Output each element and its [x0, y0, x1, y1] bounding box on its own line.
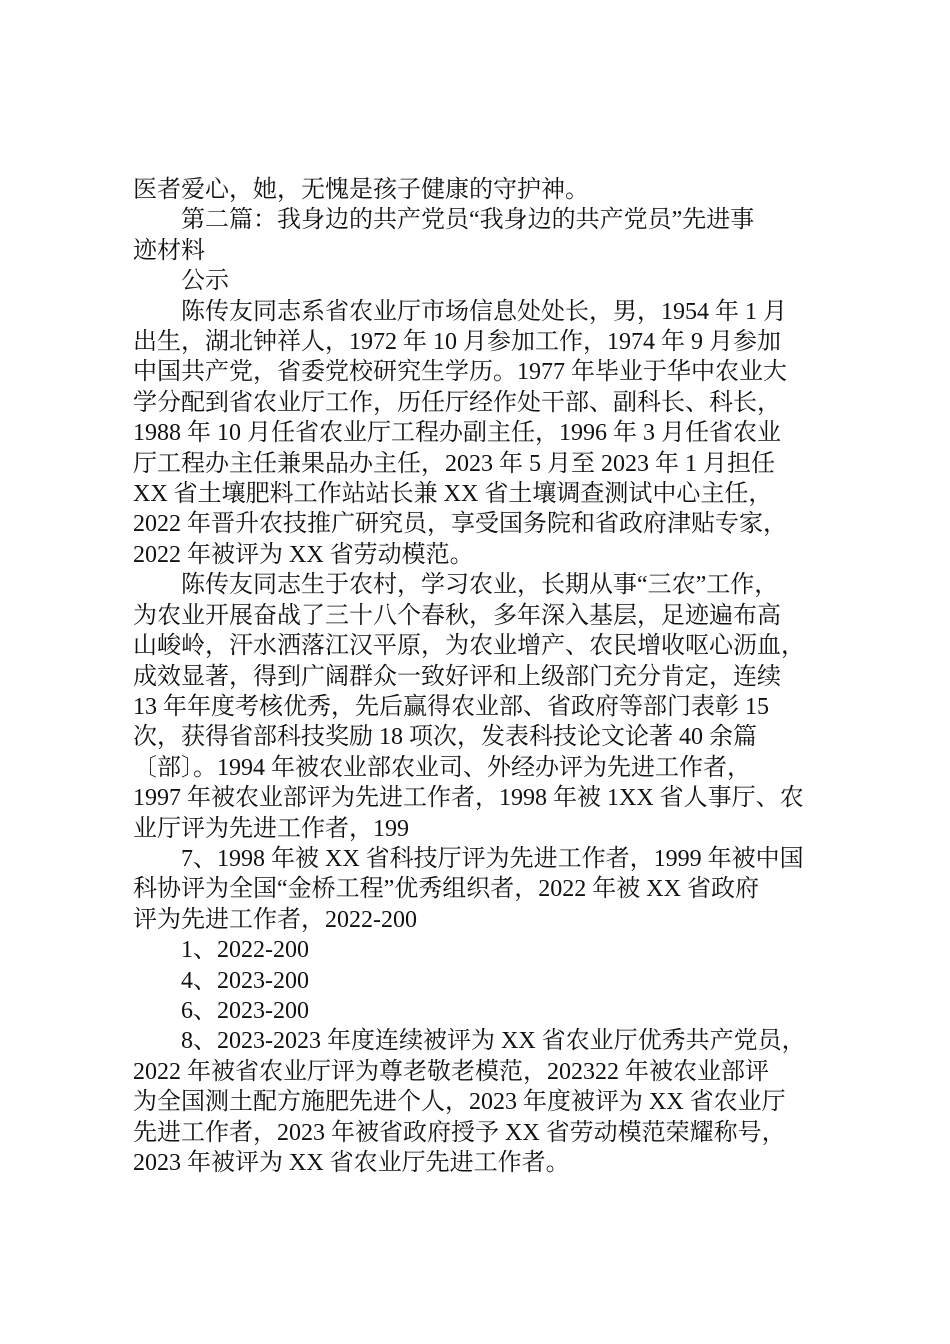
text-line: 山峻岭，汗水洒落江汉平原，为农业增产、农民增收呕心沥血， [133, 633, 805, 660]
text-line: 成效显著，得到广阔群众一致好评和上级部门充分肯定，连续 [133, 663, 781, 690]
text-line: 为全国测土配方施肥先进个人，2023 年度被评为 XX 省农业厅 [133, 1089, 786, 1116]
text-line: 2022 年被评为 XX 省劳动模范。 [133, 541, 474, 568]
text-line: 6、2023-200 [181, 997, 309, 1024]
text-line: 1、2022-200 [181, 937, 309, 964]
text-line: 公示 [181, 268, 229, 295]
text-line: 1997 年被农业部评为先进工作者，1998 年被 1XX 省人事厅、农 [133, 785, 804, 812]
text-line: 2023 年被评为 XX 省农业厅先进工作者。 [133, 1150, 570, 1176]
text-line: 第二篇：我身边的共产党员“我身边的共产党员”先进事 [181, 207, 755, 234]
text-line: 陈传友同志系省农业厅市场信息处处长，男，1954 年 1 月 [181, 298, 787, 325]
text-line: 先进工作者，2023 年被省政府授予 XX 省劳动模范荣耀称号， [133, 1119, 786, 1146]
text-line: 业厅评为先进工作者，199 [133, 815, 409, 842]
text-line: 医者爱心，她，无愧是孩子健康的守护神。 [133, 177, 589, 203]
text-line: 2022 年晋升农技推广研究员，享受国务院和省政府津贴专家， [133, 511, 787, 538]
text-line: 2022 年被省农业厅评为尊老敬老模范，202322 年被农业部评 [133, 1058, 769, 1085]
text-line: 陈传友同志生于农村，学习农业，长期从事“三农”工作， [181, 572, 779, 599]
text-line: 4、2023-200 [181, 967, 309, 994]
text-line: 次，获得省部科技奖励 18 项次，发表科技论文论著 40 余篇 [133, 724, 757, 751]
text-line: 出生，湖北钟祥人，1972 年 10 月参加工作，1974 年 9 月参加 [133, 329, 781, 356]
text-line: XX 省土壤肥料工作站站长兼 XX 省土壤调查测试中心主任， [133, 481, 773, 508]
text-line: 学分配到省农业厅工作，历任厅经作处干部、副科长、科长， [133, 389, 781, 416]
text-line: 厅工程办主任兼果品办主任，2023 年 5 月至 2023 年 1 月担任 [133, 450, 775, 477]
text-line: 〔部〕。1994 年被农业部农业司、外经办评为先进工作者， [133, 754, 751, 781]
text-line: 1988 年 10 月任省农业厅工程办副主任，1996 年 3 月任省农业 [133, 420, 781, 447]
text-line: 科协评为全国“金桥工程”优秀组织者，2022 年被 XX 省政府 [133, 876, 759, 903]
text-line: 7、1998 年被 XX 省科技厅评为先进工作者，1999 年被中国 [181, 845, 804, 872]
text-line: 评为先进工作者，2022-200 [133, 906, 417, 933]
text-line: 13 年年度考核优秀，先后赢得农业部、省政府等部门表彰 15 [133, 693, 769, 720]
text-line: 迹材料 [133, 237, 205, 264]
text-line: 为农业开展奋战了三十八个春秋，多年深入基层，足迹遍布高 [133, 602, 781, 629]
text-line: 中国共产党，省委党校研究生学历。1977 年毕业于华中农业大 [133, 359, 787, 386]
text-line: 8、2023-2023 年度连续被评为 XX 省农业厅优秀共产党员， [181, 1028, 806, 1055]
document-body [133, 175, 833, 1178]
